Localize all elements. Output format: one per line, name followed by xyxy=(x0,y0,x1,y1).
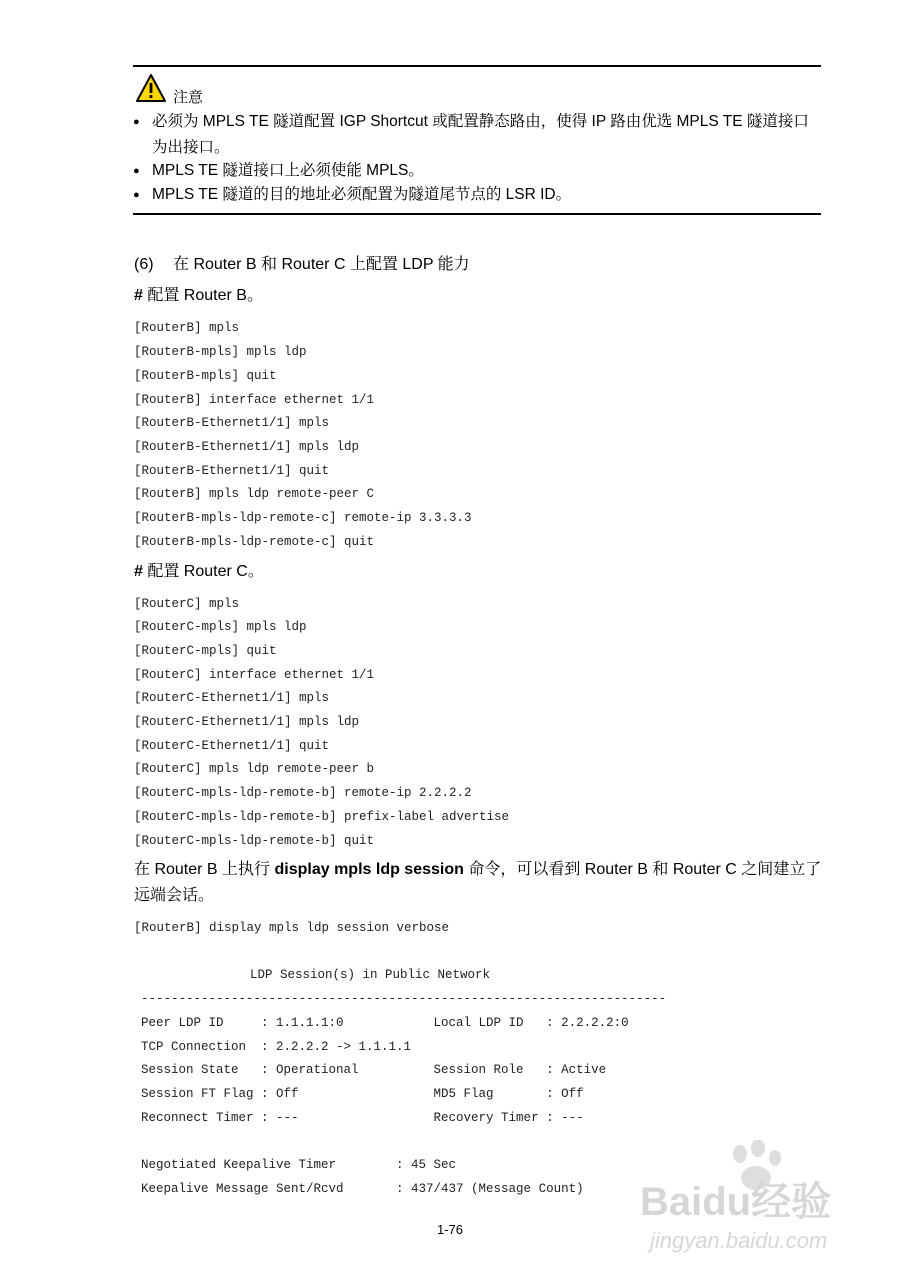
code-line: [RouterC-Ethernet1/1] mpls xyxy=(134,691,330,705)
code-line: [RouterC] mpls ldp remote-peer b xyxy=(134,762,375,776)
config-b-heading xyxy=(134,284,263,308)
session-command-line: [RouterB] display mpls ldp session verbose xyxy=(134,921,450,935)
step-title: 在 Router B 和 Router C 上配置 LDP 能力 xyxy=(173,256,470,273)
code-line: [RouterC-mpls] mpls ldp xyxy=(134,620,307,634)
code-line: [RouterB-mpls-ldp-remote-c] remote-ip 3.3.3.3 xyxy=(134,511,472,525)
code-line: [RouterC-mpls-ldp-remote-b] quit xyxy=(134,834,375,848)
watermark-url: jingyan.baidu.com xyxy=(650,1228,828,1253)
code-line: [RouterB] mpls ldp remote-peer C xyxy=(134,487,375,501)
bullet-dot-icon: ● xyxy=(133,189,140,201)
command-name: display mpls ldp session xyxy=(274,861,464,878)
session-row: Negotiated Keepalive Timer : 45 Sec xyxy=(141,1158,457,1172)
code-line: [RouterB] mpls xyxy=(134,321,240,335)
code-line: [RouterB-Ethernet1/1] mpls ldp xyxy=(134,440,360,454)
code-line: [RouterC-mpls-ldp-remote-b] remote-ip 2.2.2.2 xyxy=(134,786,472,800)
code-line: [RouterC-mpls-ldp-remote-b] prefix-label advertise xyxy=(134,810,510,824)
paragraph-line2: 远端会话。 xyxy=(134,887,215,904)
config-c-heading xyxy=(134,560,264,584)
session-title: LDP Session(s) in Public Network xyxy=(250,968,491,982)
top-rule xyxy=(133,65,821,67)
config-b-heading-text: 配置 Router B。 xyxy=(147,287,263,304)
hash-mark: # xyxy=(134,287,143,304)
watermark-brand: Baidu经验 xyxy=(640,1180,832,1224)
hash-mark: # xyxy=(134,563,143,580)
warning-triangle-icon xyxy=(135,73,167,103)
code-line: [RouterB-Ethernet1/1] mpls xyxy=(134,416,330,430)
paragraph-suffix: 命令，可以看到 Router B 和 Router C 之间建立了 xyxy=(468,861,822,878)
note-bullet-text: MPLS TE 隧道的目的地址必须配置为隧道尾节点的 LSR ID。 xyxy=(152,186,572,203)
note-bullet-text: MPLS TE 隧道接口上必须使能 MPLS。 xyxy=(152,162,424,179)
session-row: Keepalive Message Sent/Rcvd : 437/437 (Message Count) xyxy=(141,1182,584,1196)
page-number: 1-76 xyxy=(437,1222,464,1237)
session-row: Reconnect Timer : --- Recovery Timer : --- xyxy=(141,1111,584,1125)
note-title: 注意 xyxy=(173,89,204,106)
code-line: [RouterB-mpls] mpls ldp xyxy=(134,345,307,359)
code-line: [RouterB-mpls] quit xyxy=(134,369,277,383)
note-bullet-text: 必须为 MPLS TE 隧道配置 IGP Shortcut 或配置静态路由，使得 IP 路由优选 MPLS TE 隧道接口 xyxy=(152,113,809,130)
code-line: [RouterC] mpls xyxy=(134,597,240,611)
code-line: [RouterC] interface ethernet 1/1 xyxy=(134,668,375,682)
baidu-jingyan-watermark xyxy=(640,1140,860,1270)
step-number: (6) xyxy=(134,256,154,273)
bullet-dot-icon: ● xyxy=(133,116,140,128)
code-line: [RouterC-Ethernet1/1] mpls ldp xyxy=(134,715,360,729)
bullet-dot-icon: ● xyxy=(133,165,140,177)
code-line: [RouterC-Ethernet1/1] quit xyxy=(134,739,330,753)
session-row: TCP Connection : 2.2.2.2 -> 1.1.1.1 xyxy=(141,1040,412,1054)
description-paragraph xyxy=(134,858,824,882)
config-c-heading-text: 配置 Router C。 xyxy=(147,563,264,580)
code-line: [RouterB-Ethernet1/1] quit xyxy=(134,464,330,478)
session-row: Peer LDP ID : 1.1.1.1:0 Local LDP ID : 2.2.2.2:0 xyxy=(141,1016,629,1030)
session-row: Session FT Flag : Off MD5 Flag : Off xyxy=(141,1087,584,1101)
note-bullet-continuation: 为出接口。 xyxy=(152,139,230,156)
code-line: [RouterB-mpls-ldp-remote-c] quit xyxy=(134,535,375,549)
note-bottom-rule xyxy=(133,213,821,215)
paragraph-prefix: 在 Router B 上执行 xyxy=(134,861,271,878)
code-line: [RouterC-mpls] quit xyxy=(134,644,277,658)
session-separator: ---------------------------------------------------------------------- xyxy=(141,992,667,1006)
code-line: [RouterB] interface ethernet 1/1 xyxy=(134,393,375,407)
session-row: Session State : Operational Session Role : Active xyxy=(141,1063,607,1077)
